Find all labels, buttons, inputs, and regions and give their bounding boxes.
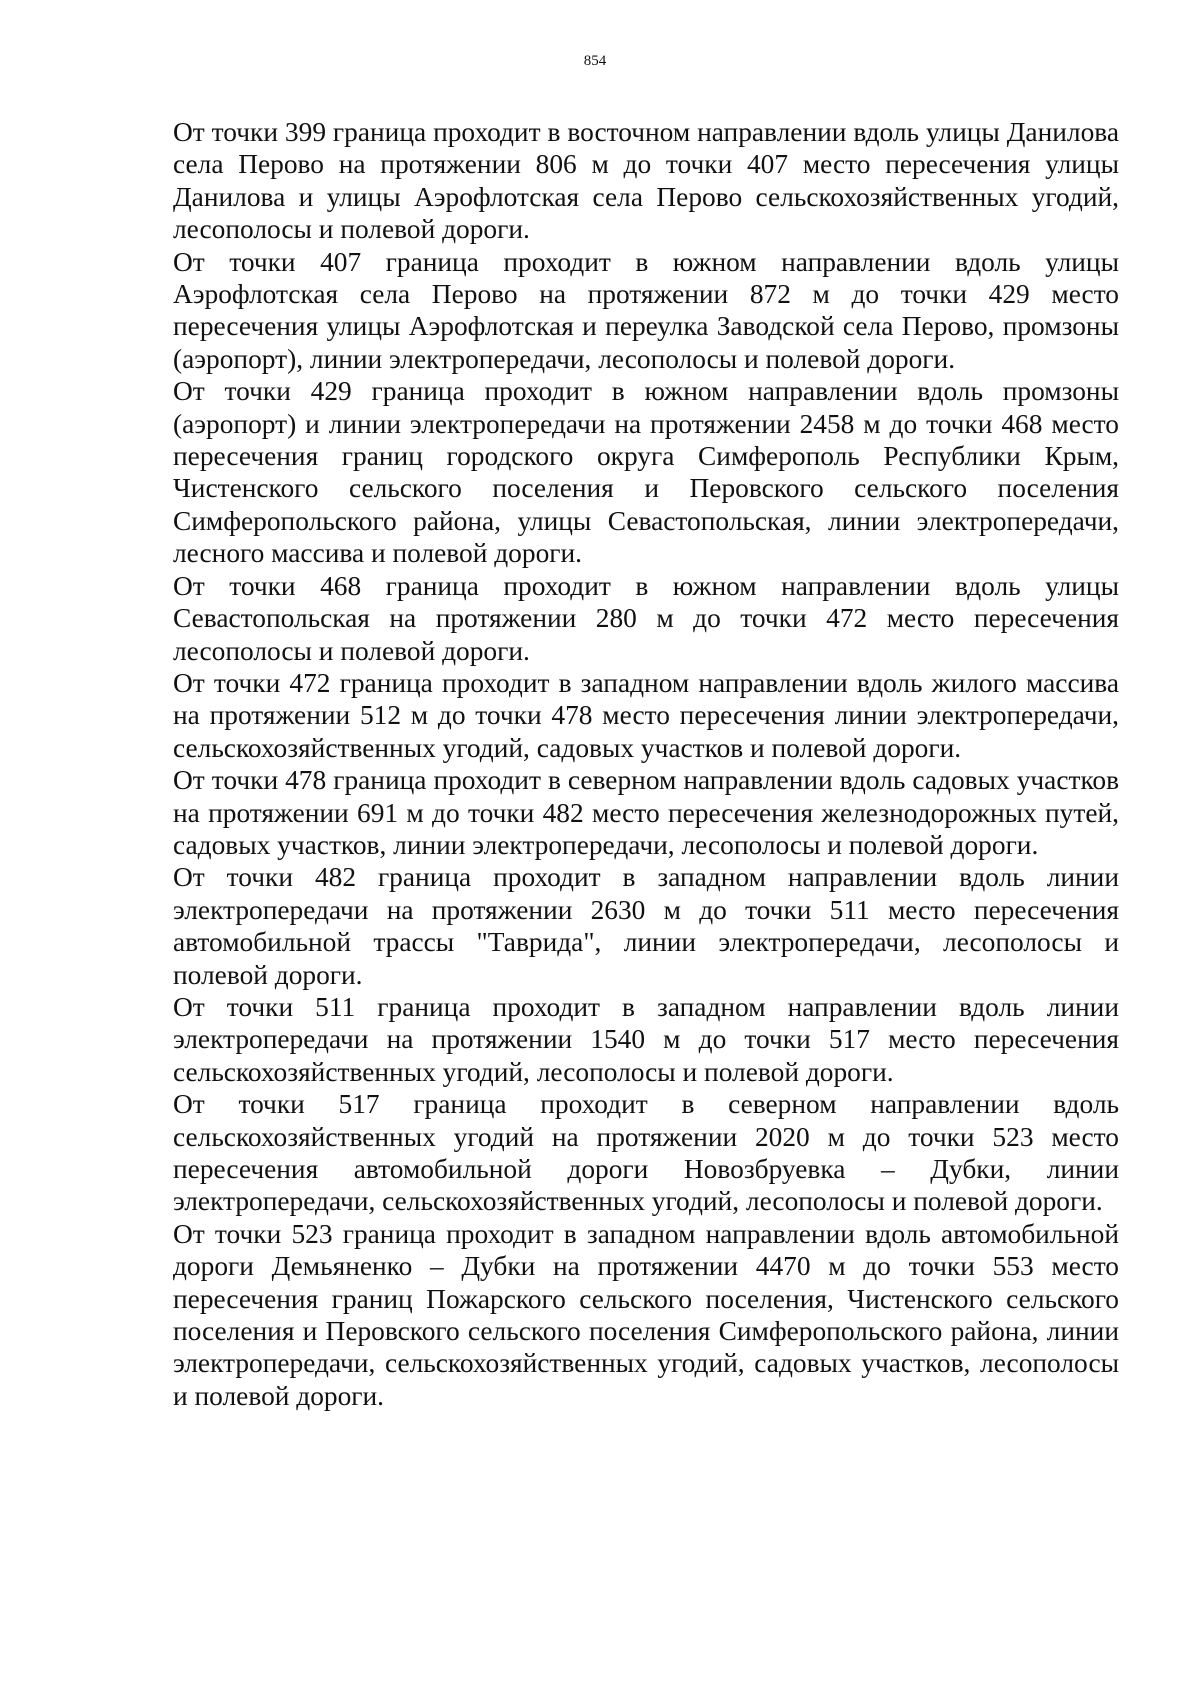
paragraph-point-468: От точки 468 граница проходит в южном направлении вдоль улицы Севастопольская на протяжении 280 м до точки 472 место пересечения лесополосы и полевой дороги. <box>173 570 1119 666</box>
paragraph-point-407: От точки 407 граница проходит в южном направлении вдоль улицы Аэрофлотская села Перово на протяжении 872 м до точки 429 место пересечения улицы Аэрофлотская и переулка Заводской села Перово, промзоны (аэропорт), линии электропередачи, лесополосы и полевой дороги. <box>173 246 1119 374</box>
paragraph-point-429: От точки 429 граница проходит в южном направлении вдоль промзоны (аэропорт) и линии электропередачи на протяжении 2458 м до точки 468 место пересечения границ городского округа Симферополь Республики Крым, Чистенского сельского поселения и Перовского сельского поселения Симферопольского района, улицы Севастопольская, линии электропередачи, лесного массива и полевой дороги. <box>173 376 1119 569</box>
paragraph-point-523: От точки 523 граница проходит в западном направлении вдоль автомобильной дороги Демьяненко – Дубки на протяжении 4470 м до точки 553 место пересечения границ Пожарского сельского поселения, Чистенского сельского поселения и Перовского сельского поселения Симферопольского района, линии электропередачи, сельскохозяйственных угодий, садовых участков, лесополосы и полевой дороги. <box>173 1218 1119 1411</box>
paragraph-point-482: От точки 482 граница проходит в западном направлении вдоль линии электропередачи на протяжении 2630 м до точки 511 место пересечения автомобильной трассы "Таврида", линии электропередачи, лесополосы и полевой дороги. <box>173 862 1119 990</box>
paragraph-point-478: От точки 478 граница проходит в северном направлении вдоль садовых участков на протяжении 691 м до точки 482 место пересечения железнодорожных путей, садовых участков, линии электропередачи, лесополосы и полевой дороги. <box>173 765 1119 860</box>
paragraph-point-517: От точки 517 граница проходит в северном направлении вдоль сельскохозяйственных угодий на протяжении 2020 м до точки 523 место пересечения автомобильной дороги Новозбруевка – Дубки, линии электропередачи, сельскохозяйственных угодий, лесополосы и полевой дороги. <box>173 1089 1119 1217</box>
paragraph-point-472: От точки 472 граница проходит в западном направлении вдоль жилого массива на протяжении 512 м до точки 478 место пересечения линии электропередачи, сельскохозяйственных угодий, садовых участков и полевой дороги. <box>173 667 1119 763</box>
paragraph-point-399: От точки 399 граница проходит в восточном направлении вдоль улицы Данилова села Перово на протяжении 806 м до точки 407 место пересечения улицы Данилова и улицы Аэрофлотская села Перово сельскохозяйственных угодий, лесополосы и полевой дороги. <box>173 117 1119 245</box>
paragraph-point-511: От точки 511 граница проходит в западном направлении вдоль линии электропередачи на протяжении 1540 м до точки 517 место пересечения сельскохозяйственных угодий, лесополосы и полевой дороги. <box>173 991 1119 1087</box>
document-body <box>173 116 1119 1412</box>
page-number: 854 <box>583 53 607 69</box>
